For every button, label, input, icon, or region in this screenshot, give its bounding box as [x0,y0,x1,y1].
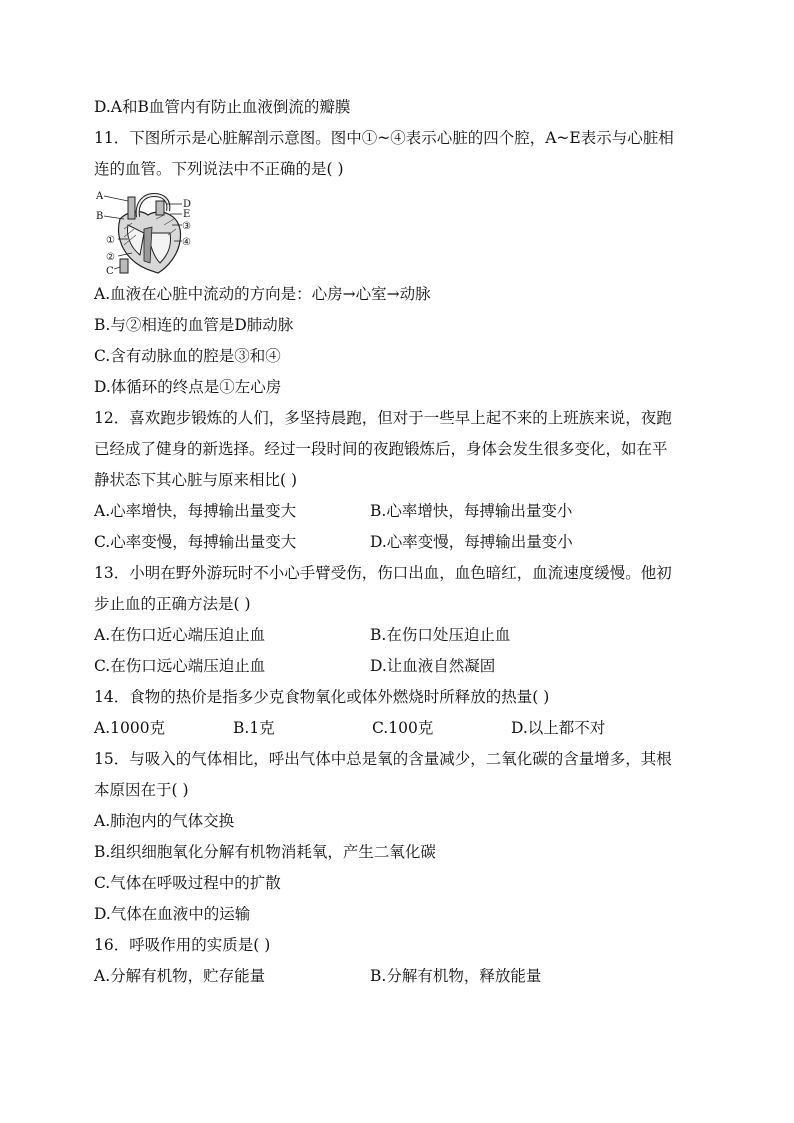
figure-label-2: ② [106,252,115,263]
q12-option-b: B.心率增快，每搏输出量变小 [370,502,573,520]
q16-stem-line1: 16．呼吸作用的实质是( ) [94,936,271,954]
heart-illustration [94,189,214,277]
question-16 [94,930,704,992]
q14-option-b: B.1克 [233,719,275,737]
exam-page [94,92,704,992]
q12-option-a: A.心率增快，每搏输出量变大 [94,502,297,520]
q16-options-row [94,961,704,992]
q11-stem-line1: 11．下图所示是心脏解剖示意图。图中①~④表示心脏的四个腔，A~E表示与心脏相 [94,129,674,147]
q11-option-c: C.含有动脉血的腔是③和④ [94,347,281,365]
q11-option-a: A.血液在心脏中流动的方向是：心房→心室→动脉 [94,285,431,303]
q12-stem-line3: 静状态下其心脏与原来相比( ) [94,471,298,489]
q15-option-d: D.气体在血液中的运输 [94,905,251,923]
figure-label-1: ① [106,235,115,246]
q16-option-b: B.分解有机物，释放能量 [370,967,542,985]
heart-diagram [94,189,704,279]
figure-label-b: B [96,211,104,222]
q15-stem-line1: 15．与吸入的气体相比，呼出气体中总是氧的含量减少，二氧化碳的含量增多，其根 [94,750,672,768]
q13-options-row1 [94,620,704,651]
question-13 [94,558,704,682]
figure-label-a: A [96,191,104,202]
q13-options-row2 [94,651,704,682]
q14-option-c: C.100克 [372,719,434,737]
q12-options-row2 [94,527,704,558]
q15-option-c: C.气体在呼吸过程中的扩散 [94,874,281,892]
q15-option-b: B.组织细胞氧化分解有机物消耗氧，产生二氧化碳 [94,843,436,861]
q12-option-d: D.心率变慢，每搏输出量变小 [370,533,573,551]
q11-option-d: D.体循环的终点是①左心房 [94,378,282,396]
q12-stem-line1: 12．喜欢跑步锻炼的人们，多坚持晨跑，但对于一些早上起不来的上班族来说，夜跑 [94,409,672,427]
q14-option-a: A.1000克 [94,719,166,737]
figure-label-3: ③ [182,221,191,232]
q12-options-row1 [94,496,704,527]
q14-option-d: D.以上都不对 [511,719,606,737]
q15-stem-line2: 本原因在于( ) [94,781,189,799]
figure-label-4: ④ [182,237,191,248]
q13-stem-line2: 步止血的正确方法是( ) [94,595,251,613]
q12-option-c: C.心率变慢，每搏输出量变大 [94,533,297,551]
q13-option-a: A.在伤口近心端压迫止血 [94,626,266,644]
q13-option-b: B.在伤口处压迫止血 [370,626,511,644]
figure-label-e: E [183,209,191,220]
q11-stem-line2: 连的血管。下列说法中不正确的是( ) [94,160,344,178]
q16-option-a: A.分解有机物，贮存能量 [94,967,266,985]
q12-stem-line2: 已经成了健身的新选择。经过一段时间的夜跑锻炼后，身体会发生很多变化，如在平 [94,440,668,458]
figure-label-d: D [183,199,192,210]
q13-option-d: D.让血液自然凝固 [370,657,496,675]
q11-option-b: B.与②相连的血管是D肺动脉 [94,316,294,334]
q14-options-row [94,713,704,744]
q10-option-d: D.A和B血管内有防止血液倒流的瓣膜 [94,98,351,116]
q14-stem-line1: 14．食物的热价是指多少克食物氧化或体外燃烧时所释放的热量( ) [94,688,550,706]
question-12 [94,403,704,558]
question-15 [94,744,704,930]
question-11 [94,123,704,403]
question-14 [94,682,704,744]
q15-option-a: A.肺泡内的气体交换 [94,812,235,830]
q13-option-c: C.在伤口远心端压迫止血 [94,657,266,675]
figure-label-c: C [106,266,114,277]
q13-stem-line1: 13．小明在野外游玩时不小心手臂受伤，伤口出血，血色暗红，血流速度缓慢。他初 [94,564,672,582]
